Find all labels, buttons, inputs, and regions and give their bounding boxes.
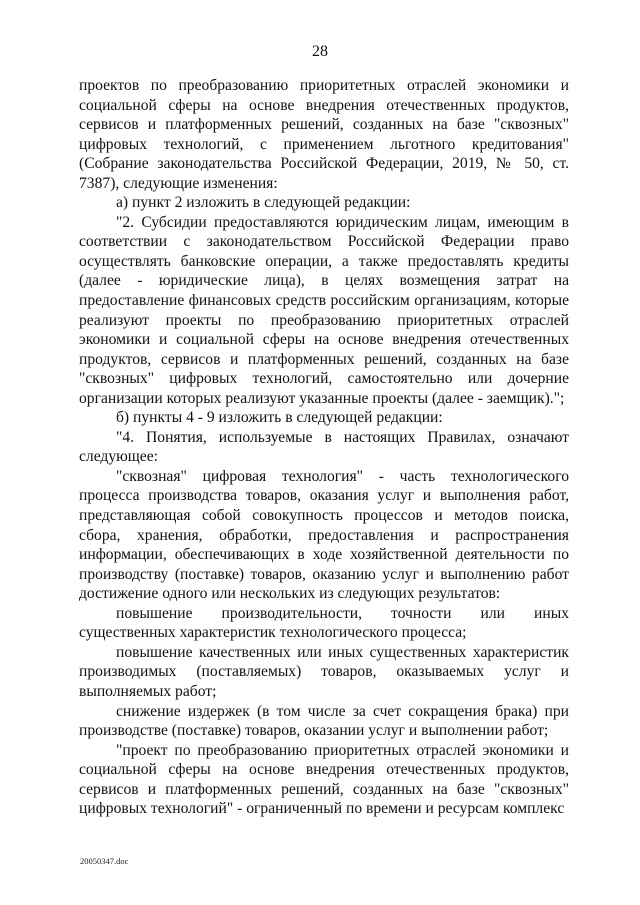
paragraph: проектов по преобразованию приоритетных отраслей экономики и социальной сферы на основе внедрения отечественных продуктов, сервисов и платформенных решений, созданных на базе "сквозных" цифровых технологий, с применением льготного кредитования" (Собрание законодательства Российской Федерации, 2019, № 50, ст. 7387), следующие изменения: [79, 77, 569, 192]
paragraph: а) пункт 2 изложить в следующей редакции: [116, 194, 411, 212]
paragraph: повышение качественных или иных существенных характеристик производимых (поставляемых) товаров, оказываемых услуг и выполняемых работ; [79, 643, 569, 700]
document-body [79, 76, 569, 819]
paragraph: "проект по преобразованию приоритетных отраслей экономики и социальной сферы на основе внедрения отечественных продуктов, сервисов и платформенных решений, созданных на базе "сквозных" цифровых технологий" - ограниченный по времени и ресурсам комплекс [79, 741, 569, 818]
paragraph: "4. Понятия, используемые в настоящих Правилах, означают следующее: [79, 428, 569, 466]
file-name-footer: 20050347.doc [80, 856, 129, 866]
paragraph: "сквозная" цифровая технология" - часть технологического процесса производства товаров, оказания услуг и выполнения работ, представляющая собой совокупность процессов и методов поиска, сбора, хранения, обработки, предоставления и распространения информации, обеспечивающих в ходе хозяйственной деятельности по производству (поставке) товаров, оказанию услуг и выполнению работ достижение одного или нескольких из следующих результатов: [79, 467, 569, 603]
paragraph: снижение издержек (в том числе за счет сокращения брака) при производстве (поставке) товаров, оказании услуг и выполнении работ; [79, 702, 569, 740]
paragraph: б) пункты 4 - 9 изложить в следующей редакции: [116, 409, 443, 427]
page-number: 28 [312, 43, 328, 60]
paragraph: повышение производительности, точности или иных существенных характеристик технологического процесса; [79, 604, 569, 642]
paragraph: "2. Субсидии предоставляются юридическим лицам, имеющим в соответствии с законодательством Российской Федерации право осуществлять банковские операции, а также предоставлять кредиты (далее - юридические лица), в целях возмещения затрат на предоставление финансовых средств российским организациям, которые реализуют проекты по преобразованию приоритетных отраслей экономики и социальной сферы на основе внедрения отечественных продуктов, сервисов и платформенных решений, созданных на базе "сквозных" цифровых технологий, самостоятельно или дочерние организации которых реализуют указанные проекты (далее - заемщик)."; [79, 213, 569, 407]
